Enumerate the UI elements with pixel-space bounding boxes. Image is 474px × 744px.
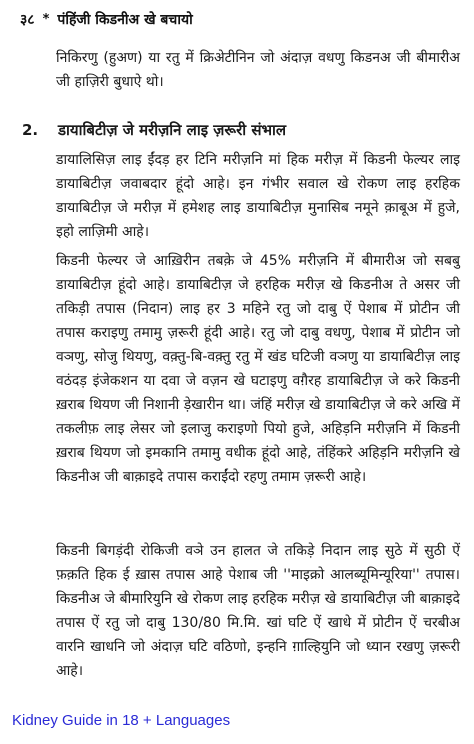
page-number: ३८: [20, 11, 35, 28]
section-title: डायाबिटीज़ जे मरीज़नि लाइ ज़रूरी संभाल: [58, 121, 287, 139]
intro-paragraph: निकिरणु (हुअण) या रतु में क्रिअेटीनिन जो अंदाज़ वधणु किडनअ जी बीमारीअ जी हाज़िरी बुधाऐ थो।: [56, 50, 460, 90]
header-separator: *: [42, 11, 50, 27]
paragraph-1: डायालिसिज़ लाइ ईंदड़ हर टिनि मरीज़नि मां हिक मरीज़ में किडनी फेल्यर लाइ डायाबिटीज़ जवाबदार हूंदो आहे। इन गंभीर सवाल खे रोकण लाइ हरहिक डायाबिटीज़ जे मरीज़ में हमेशह लाइ डायाबिटीज़ मुनासिब नमूने क़ाबूअ में हुजे, इहो लाज़िमी आहे।: [56, 152, 460, 240]
paragraph-3: किडनी बिगड़ंदी रोकिजी वञे उन हालत जे तकिड़े निदान लाइ सुठे में सुठी ऐं फ़क़ति हिक ई ख़ास तपास आहे पेशाब जी ''माइक्रो आलब्यूमिन्यूरिया'' तपास। किडनीअ जे बीमारियुनि खे रोकण लाइ हरहिक मरीज़ खे डायाबिटीज़ जी बाक़ाइदे तपास ऐं रतु जो दाबु 130/80 मि.मि. खां घटि ऐं खाधे में प्रोटीन ऐं चरबीअ वारनि खाधनि जो अंदाज़ घटि वठिणो, इन्हनि ग़ाल्हियुनि जो ध्यान रखणु ज़रूरी आहे।: [56, 543, 460, 679]
paragraph-2: किडनी फेल्यर जे आख़िरीन तबक़े जे 45% मरीज़नि में बीमारीअ जो सबबु डायाबिटीज़ हूंदो आहे। डायाबिटीज़ जे हरहिक मरीज़ खे किडनीअ ते असर जी तकिड़ी तपास (निदान) लाइ हर 3 महिने रतु जो दाबु ऐं पेशाब में प्रोटीन जी तपास कराइणु तमामु ज़रूरी हूंदी आहे। रतु जो दाबु वधणु, पेशाब में प्रोटीन जो वञणु, सोजु थियणु, वक़्तु-बि-वक़्तु रतु में खंड घटिजी वञणु या डायाबिटीज़ लाइ वठंदड़ इंजेकशन या दवा जे वज़न खे घटाइणु वग़ैरह डायाबिटीज़ जे करे किडनी ख़राब थियण जी निशानी ड़ेखारीन था। जंहिं मरीज़ खे डायाबिटीज़ जे करे अखि में तकलीफ़ लाइ लेसर जो इलाजु कराइणो पियो हुजे, अहिड़नि मरीज़नि में किडनी ख़राब थियण जो इमकानि तमामु वधीक हूंदो आहे, तंहिंकरे अहिड़नि मरीज़नि खे किडनीअ जी बाक़ाइदे तपास कराईंदो रहणु तमाम ज़रूरी आहे।: [56, 253, 460, 485]
footer-link[interactable]: Kidney Guide in 18 + Languages: [12, 712, 231, 729]
running-title: पंहिंजी किडनीअ खे बचायो: [57, 11, 193, 28]
section-number: 2.: [22, 121, 39, 139]
page-header: [20, 4, 464, 34]
section-heading: [22, 117, 464, 143]
